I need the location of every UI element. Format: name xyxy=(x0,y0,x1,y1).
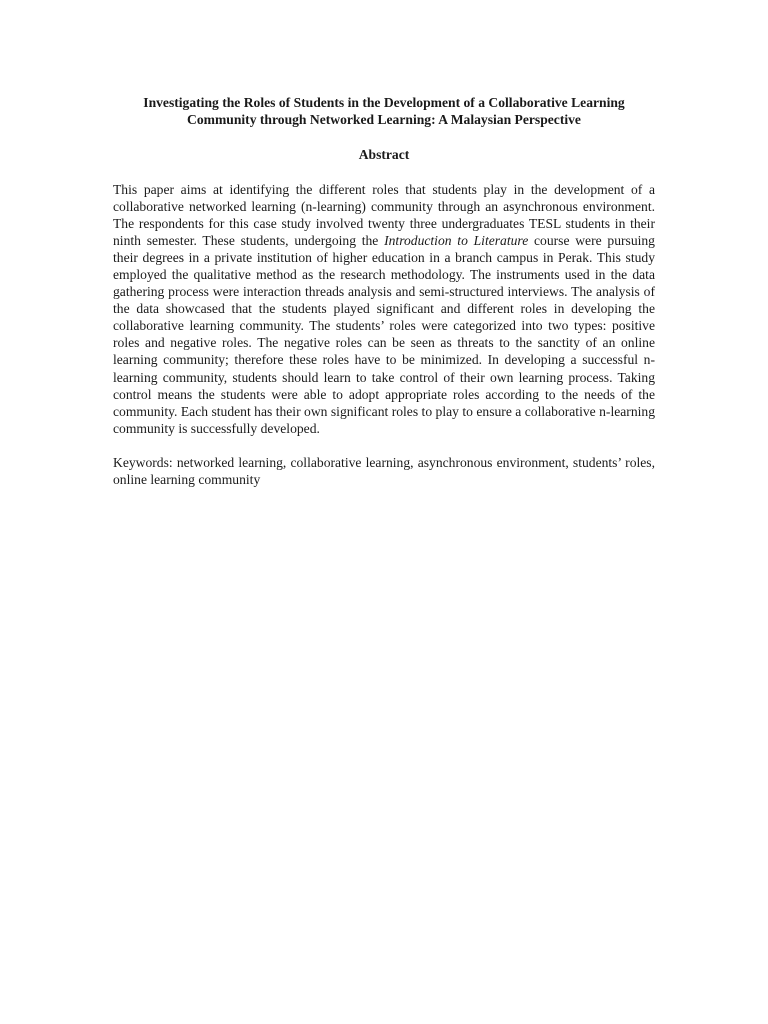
abstract-text-part1: This paper aims at identifying the different roles that students play in the development of a collaborative networked learning (n-learning) community through an asynchronous environment. The respondents for this case study involved twenty three undergraduates TESL students in their ninth semester. These students, undergoing the xyxy=(113,182,655,249)
abstract-text xyxy=(113,181,655,437)
keywords: Keywords: networked learning, collaborative learning, asynchronous environment, students’ roles, online learning community xyxy=(113,454,655,487)
paper-title: Investigating the Roles of Students in the Development of a Collaborative Learning Community through Networked Learning: A Malaysian Perspective xyxy=(143,95,625,127)
page-content xyxy=(113,94,655,488)
course-name: Introduction to Literature xyxy=(384,233,529,249)
abstract-heading: Abstract xyxy=(358,147,410,162)
abstract-text-part2: course were pursuing their degrees in a private institution of higher education in a branch campus in Perak. This study employed the qualitative method as the research methodology. The instruments used in the data gathering process were interaction threads analysis and semi-structured interviews. The analysis of the data showcased that the students played significant and different roles in developing the collaborative learning community. The students’ roles were categorized into two types: positive roles and negative roles. The negative roles can be seen as threats to the sanctity of an online learning community; therefore these roles have to be minimized. In developing a successful n-learning community, students should learn to take control of their own learning process. Taking control means the students were able to adopt appropriate roles according to the needs of the community. Each student has their own significant roles to play to ensure a collaborative n-learning community is successfully developed. xyxy=(113,233,655,436)
